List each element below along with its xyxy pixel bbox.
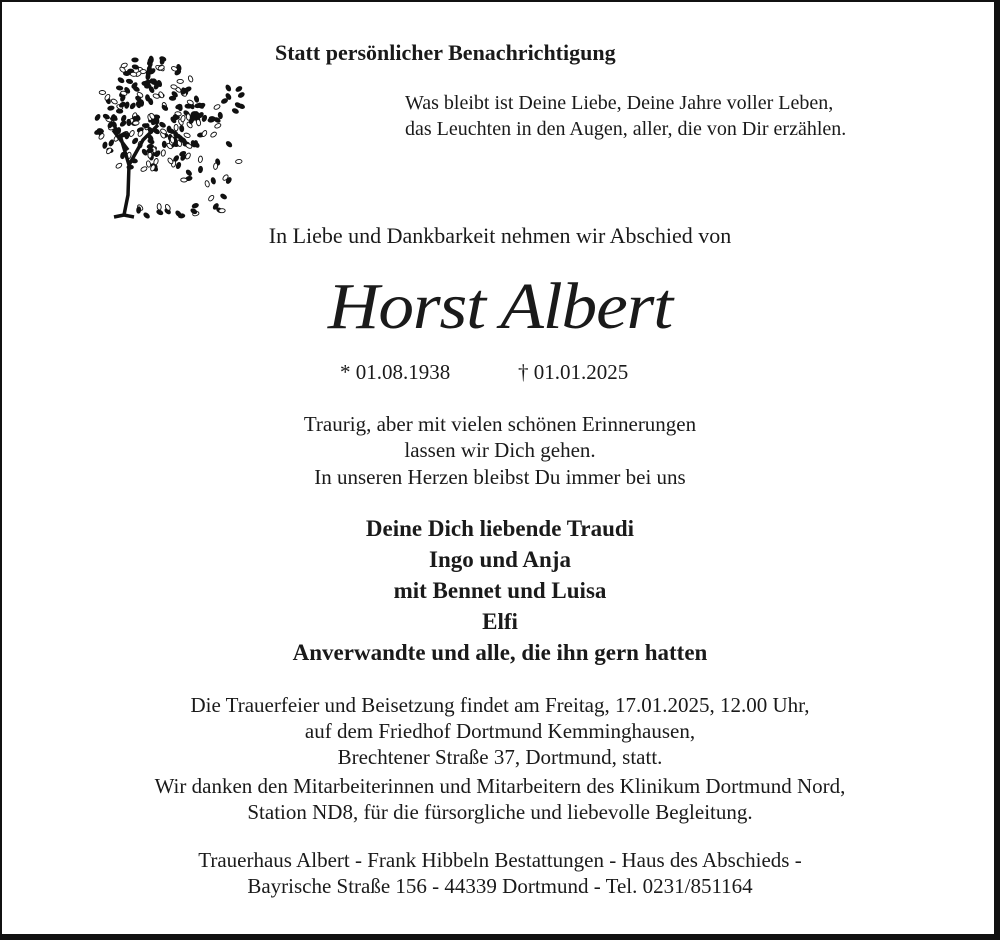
leaf (147, 138, 155, 144)
family-line: Deine Dich liebende Traudi (365, 516, 635, 541)
leaf (129, 130, 136, 138)
thanks-line: Station ND8, für die fürsorgliche und liebevolle Begleitung. (247, 800, 753, 824)
leaf (210, 131, 218, 138)
birth-date: * 01.08.1938 (340, 360, 451, 384)
leaf (225, 141, 232, 148)
leaf (219, 208, 226, 212)
message-line: In unseren Herzen bleibst Du immer bei uns (314, 465, 686, 489)
leaf (235, 86, 243, 93)
leaf (198, 156, 203, 163)
leaf (220, 193, 228, 200)
funeral-home-line: Bayrische Straße 156 - 44339 Dortmund - Tel. 0231/851164 (247, 874, 753, 898)
quote-line: das Leuchten in den Augen, aller, die von Dir erzählen. (405, 118, 847, 140)
leaf (183, 132, 190, 138)
tree-illustration (88, 45, 248, 220)
leaf (192, 203, 199, 209)
leaf (225, 84, 232, 92)
message-line: Traurig, aber mit vielen schönen Erinnerungen (303, 412, 697, 436)
leaf (167, 157, 174, 165)
leaf (232, 108, 240, 114)
intro-text: In Liebe und Dankbarkeit nehmen wir Abschied von (268, 223, 732, 248)
leaf (198, 166, 203, 173)
leaf (130, 72, 137, 77)
deceased-name: Horst Albert (327, 270, 673, 343)
leaf (208, 194, 215, 201)
leaf (181, 178, 188, 182)
leaf (102, 142, 107, 149)
leaf (178, 214, 185, 219)
leaf (106, 147, 113, 154)
leaf (111, 114, 116, 121)
leaf (162, 141, 166, 148)
leaf (146, 160, 151, 167)
leaf (131, 137, 138, 144)
leaf (157, 203, 162, 210)
leaf (235, 159, 242, 164)
message-line: lassen wir Dich gehen. (404, 438, 596, 462)
leaf (161, 104, 169, 111)
leaf (181, 88, 185, 95)
leaf (133, 121, 140, 126)
leaf (115, 162, 123, 169)
family-line: Anverwandte und alle, die ihn gern hatten (292, 640, 708, 665)
leaf (107, 106, 114, 111)
leaf (132, 58, 138, 62)
leaf (238, 92, 246, 99)
family-line: Ingo und Anja (429, 547, 571, 572)
leaf (132, 64, 139, 70)
leaf (211, 177, 217, 184)
ceremony-line: Die Trauerfeier und Beisetzung findet am Freitag, 17.01.2025, 12.00 Uhr, (190, 693, 810, 717)
family-line: mit Bennet und Luisa (393, 578, 607, 603)
leaf (116, 109, 123, 113)
leaf (116, 86, 123, 91)
leaf (213, 104, 221, 111)
leaf (238, 103, 245, 109)
leaf (127, 119, 131, 126)
leaf (185, 169, 192, 176)
leaf (103, 113, 111, 119)
leaf (204, 180, 210, 187)
leaf (117, 77, 125, 84)
leaf (142, 81, 149, 86)
leaf (161, 150, 166, 157)
quote-line: Was bleibt ist Deine Liebe, Deine Jahre voller Leben, (405, 92, 834, 114)
leaf (148, 98, 154, 105)
leaf (140, 166, 148, 172)
leaf (214, 123, 221, 129)
leaf (126, 79, 133, 85)
leaf (201, 130, 208, 138)
family-line: Elfi (482, 609, 518, 634)
leaf (120, 62, 127, 68)
leaf (209, 116, 216, 121)
leaf (147, 56, 154, 63)
ceremony-line: auf dem Friedhof Dortmund Kemminghausen, (304, 719, 696, 743)
notice-header: Statt persönlicher Benachrichtigung (275, 40, 616, 65)
leaf (123, 71, 130, 75)
leaf (136, 207, 141, 214)
leaf (99, 90, 106, 94)
leaf (111, 98, 119, 105)
leaf (159, 121, 167, 128)
leaf (179, 125, 184, 132)
leaf (194, 95, 200, 102)
leaf (170, 84, 177, 90)
funeral-home-line: Trauerhaus Albert - Frank Hibbeln Bestattungen - Haus des Abschieds - (198, 848, 802, 872)
leaf (196, 119, 201, 126)
leaf (188, 75, 194, 82)
leaf (174, 124, 178, 130)
leaf (119, 120, 126, 127)
leaf (190, 208, 198, 215)
leaf (180, 115, 186, 122)
leaf (143, 212, 150, 219)
leaf (177, 79, 183, 83)
death-date: † 01.01.2025 (518, 360, 629, 384)
leaf (175, 162, 181, 169)
leaf (213, 163, 218, 170)
thanks-line: Wir danken den Mitarbeiterinnen und Mitarbeitern des Klinikum Dortmund Nord, (154, 774, 846, 798)
leaf (129, 102, 136, 110)
leaf (153, 158, 159, 165)
leaf (94, 114, 101, 122)
ceremony-line: Brechtener Straße 37, Dortmund, statt. (337, 745, 663, 769)
